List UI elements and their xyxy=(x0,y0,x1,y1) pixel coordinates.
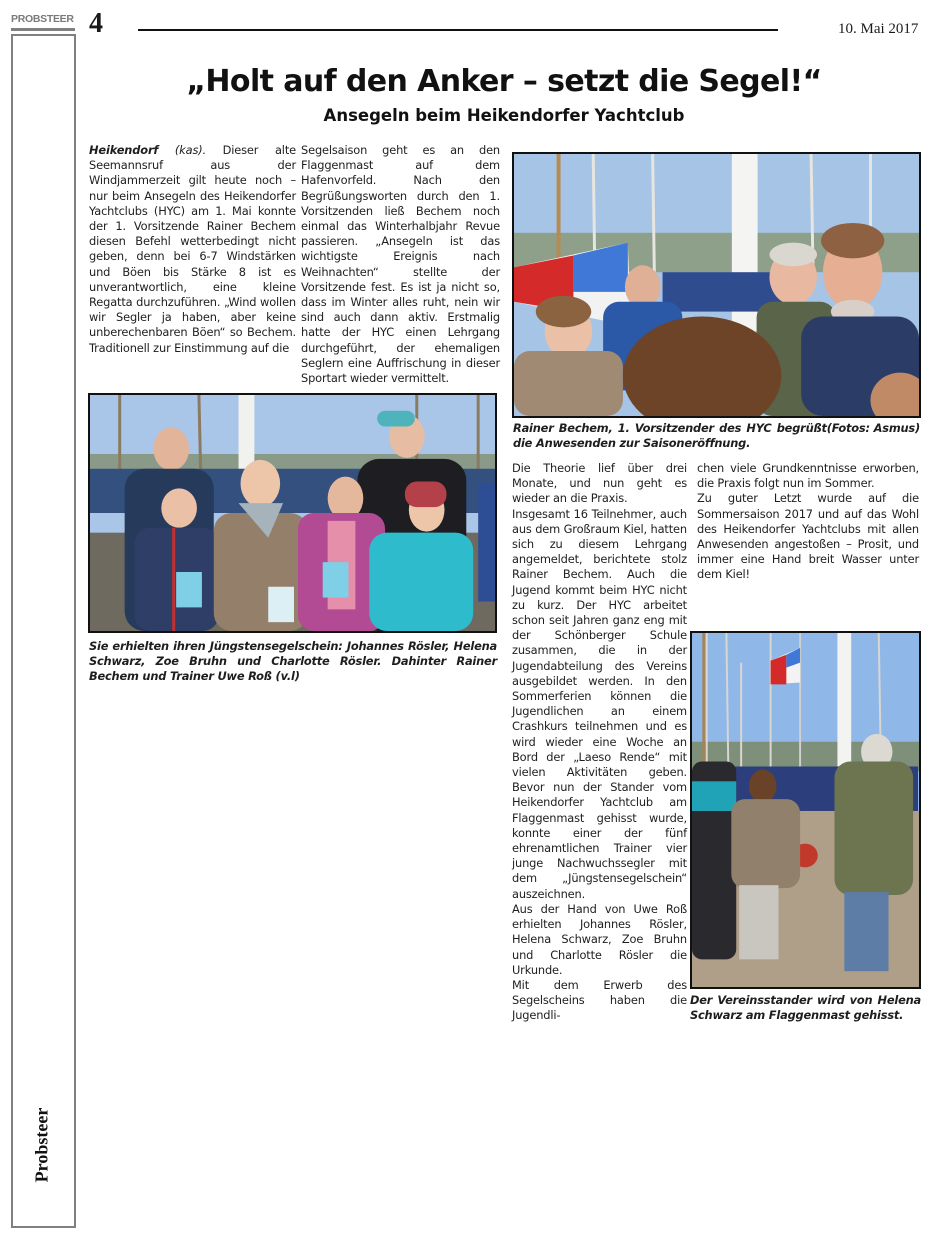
rail-frame xyxy=(11,34,76,1228)
article-column-3 xyxy=(512,461,687,1024)
issue-date: 10. Mai 2017 xyxy=(838,21,919,37)
page-number: 4 xyxy=(89,8,103,39)
photo-caption: Der Vereinsstander wird von Helena Schwarz am Flaggenmast gehisst. xyxy=(690,993,921,1022)
paragraph: Mit dem Erwerb des Segelscheins haben die Jugendli- xyxy=(512,977,687,1023)
photo-flag-image xyxy=(692,633,919,987)
article-column-1 xyxy=(89,143,296,356)
header-rule xyxy=(138,29,778,31)
photo-caption-text: Rainer Bechem, 1. Vorsitzender des HYC begrüßt die Anwesenden zur Saisoneröffnung. xyxy=(513,421,827,450)
photo-caption xyxy=(513,421,920,451)
paragraph: Zu guter Letzt wurde auf die Sommersaison 2017 und auf das Wohl des Heikendorfer Yachtclubs mit allen Anwesenden angestoßen – Prosit, und immer eine Hand breit Wasser unter dem Kiel! xyxy=(697,491,919,582)
paragraph: chen viele Grundkenntnisse erworben, die Praxis folgt nun im Sommer. xyxy=(697,461,919,491)
rail-label: PROBSTEER xyxy=(11,13,74,25)
author-tag: (kas). xyxy=(174,143,206,157)
rail-rule xyxy=(11,28,75,31)
photo-flag-hoisting xyxy=(690,631,921,989)
paragraph: Segelsaison geht es an den Flaggenmast auf dem Hafenvorfeld. Nach den Begrüßungsworten durch den 1. Vorsitzenden ließ Bechem noch einmal das Winterhalbjahr Revue passieren. „Ansegeln ist das wichtigste Ereignis nach Weihnachten“ stellte der Vorsitzende fest. Es ist ja nicht so, dass im Winter alles ruht, nein wir sind auch dann aktiv. Erstmalig hatte der HYC einen Lehrgang durchgeführt, der ehemaligen Seglern eine Auffrischung in dieser Sportart wieder vermittelt. xyxy=(301,143,500,386)
paragraph: Aus der Hand von Uwe Roß erhielten Johannes Rösler, Helena Schwarz, Zoe Bruhn und Charlotte Rösler die Urkunde. xyxy=(512,901,687,977)
paragraph xyxy=(89,143,296,356)
article-column-2 xyxy=(301,143,500,386)
paragraph: Insgesamt 16 Teilnehmer, auch aus dem Großraum Kiel, hatten sich zu diesem Lehrgang angemeldet, berichtete stolz Rainer Bechem. Auch die Jugend kommt beim HYC nicht zu kurz. Der HYC arbeitet schon seit Jahren ganz eng mit der Schönberger Schule zusammen, die in der Jugendabteilung des Vereins ausgebildet werden. In den Sommerferien können die Jugendlichen an einem Crashkurs teilnehmen und es wird wieder eine Woche an Bord der „Laeso Rende“ mit vielen Aktivitäten geben. Bevor nun der Stander vom Heikendorfer Yachtclub am Flaggenmast gehisst wurde, konnte einer der fünf ehrenamtlichen Trainer vier junge Nachwuchssegler mit dem „Jüngstensegelschein“ auszeichnen. xyxy=(512,506,687,901)
rail-vertical-text: Probsteer xyxy=(31,1107,52,1183)
dateline-location: Heikendorf xyxy=(89,143,159,157)
headline: „Holt auf den Anker – setzt die Segel!“ xyxy=(186,64,822,99)
photo-caption: Sie erhielten ihren Jüngstensegelschein: Johannes Rösler, Helena Schwarz, Zoe Bruhn und Charlotte Rösler. Dahinter Rainer Bechem und Trainer Uwe Roß (v.l) xyxy=(89,639,497,683)
photo-credit: (Fotos: Asmus) xyxy=(826,421,920,435)
photo-group-award xyxy=(88,393,497,633)
photo-group-image xyxy=(90,395,495,631)
subheadline: Ansegeln beim Heikendorfer Yachtclub xyxy=(323,106,685,125)
rail-vertical-label xyxy=(20,1100,64,1190)
photo-chairman-image xyxy=(514,154,919,416)
paragraph: Die Theorie lief über drei Monate, und nun geht es wieder an die Praxis. xyxy=(512,461,687,506)
body-text: Dieser alte Seemannsruf aus der Windjammerzeit gilt heute noch – nur beim Ansegeln des Heikendorfer Yachtclubs (HYC) am 1. Mai konnte der 1. Vorsitzende Rainer Bechem diesen Befehl wetterbedingt nicht geben, denn bei 6-7 Windstärken und Böen bis Stärke 8 ist es unverantwortlich, eine kleine Regatta durchzuführen. „Wind wollen wir Segler ja haben, aber keine unberechenbaren Böen“ so Bechem. Traditionell zur Einstimmung auf die xyxy=(89,143,296,355)
article-column-4 xyxy=(697,461,919,583)
photo-chairman-greeting xyxy=(512,152,921,418)
